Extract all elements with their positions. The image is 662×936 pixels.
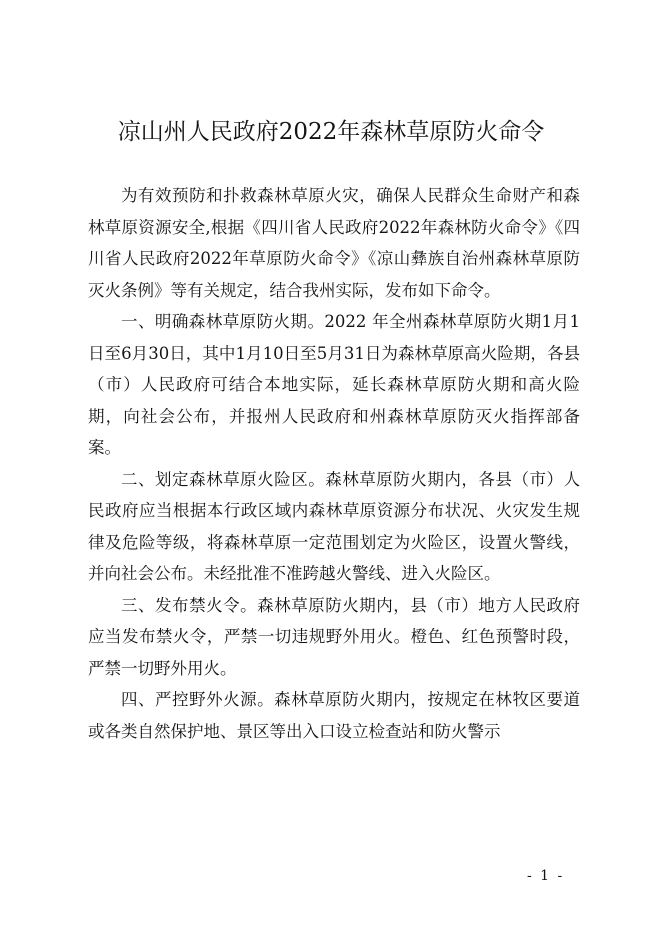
page-number: - 1 - [527, 868, 565, 884]
paragraph-fire-risk-zone: 二、划定森林草原火险区。森林草原防火期内，各县（市）人民政府应当根据本行政区域内森林草原资源分布状况、火灾发生规律及危险等级，将森林草原一定范围划定为火险区，设置火警线，并向社会公布。未经批准不准跨越火警线、进入火险区。 [88, 469, 580, 583]
paragraph-fire-ban-order: 三、发布禁火令。森林草原防火期内，县（市）地方人民政府应当发布禁火令，严禁一切违规野外用火。橙色、红色预警时段，严禁一切野外用火。 [88, 595, 580, 678]
document-title: 凉山州人民政府2022年森林草原防火命令 [117, 119, 545, 145]
paragraph-field-fire-control: 四、严控野外火源。森林草原防火期内，按规定在林牧区要道或各类自然保护地、景区等出入口设立检查站和防火警示 [88, 690, 580, 741]
document-body [88, 180, 580, 747]
paragraph-intro: 为有效预防和扑救森林草原火灾，确保人民群众生命财产和森林草原资源安全,根据《四川省人民政府2022年森林防火命令》《四川省人民政府2022年草原防火命令》《凉山彝族自治州森林草原防灭火条例》等有关规定，结合我州实际，发布如下命令。 [88, 186, 580, 300]
paragraph-fire-prevention-period: 一、明确森林草原防火期。2022 年全州森林草原防火期1月1日至6月30日，其中1月10日至5月31日为森林草原高火险期，各县（市）人民政府可结合本地实际，延长森林草原防火期和高火险期，向社会公布，并报州人民政府和州森林草原防灭火指挥部备案。 [88, 312, 580, 457]
